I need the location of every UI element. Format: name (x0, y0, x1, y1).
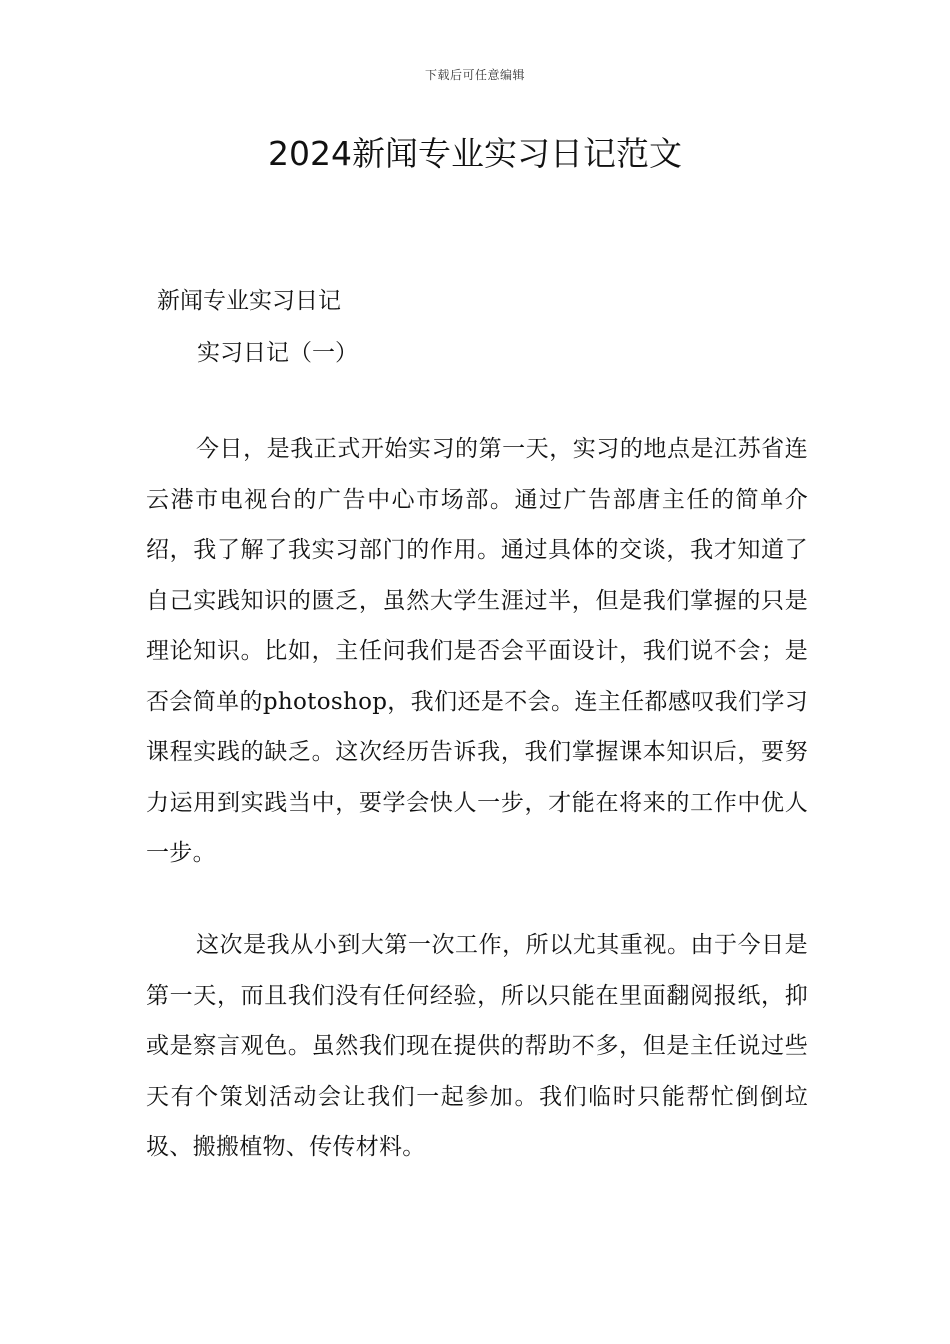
body-paragraph: 今日，是我正式开始实习的第一天，实习的地点是江苏省连云港市电视台的广告中心市场部。通过广告部唐主任的简单介绍，我了解了我实习部门的作用。通过具体的交谈，我才知道了自己实践知识的匮乏，虽然大学生涯过半，但是我们掌握的只是理论知识。比如，主任问我们是否会平面设计，我们说不会；是否会简单的photoshop，我们还是不会。连主任都感叹我们学习课程实践的缺乏。这次经历告诉我，我们掌握课本知识后，要努力运用到实践当中，要学会快人一步，才能在将来的工作中优人一步。 (146, 436, 808, 866)
header-note: 下载后可任意编辑 (424, 68, 525, 82)
document-subtitle: 新闻专业实习日记 (157, 288, 341, 314)
body-paragraph: 这次是我从小到大第一次工作，所以尤其重视。由于今日是第一天，而且我们没有任何经验，所以只能在里面翻阅报纸，抑或是察言观色。虽然我们现在提供的帮助不多，但是主任说过些天有个策划活动会让我们一起参加。我们临时只能帮忙倒倒垃圾、搬搬植物、传传材料。 (146, 932, 808, 1160)
document-title: 2024新闻专业实习日记范文 (268, 134, 682, 173)
section-heading: 实习日记（一） (197, 340, 358, 366)
